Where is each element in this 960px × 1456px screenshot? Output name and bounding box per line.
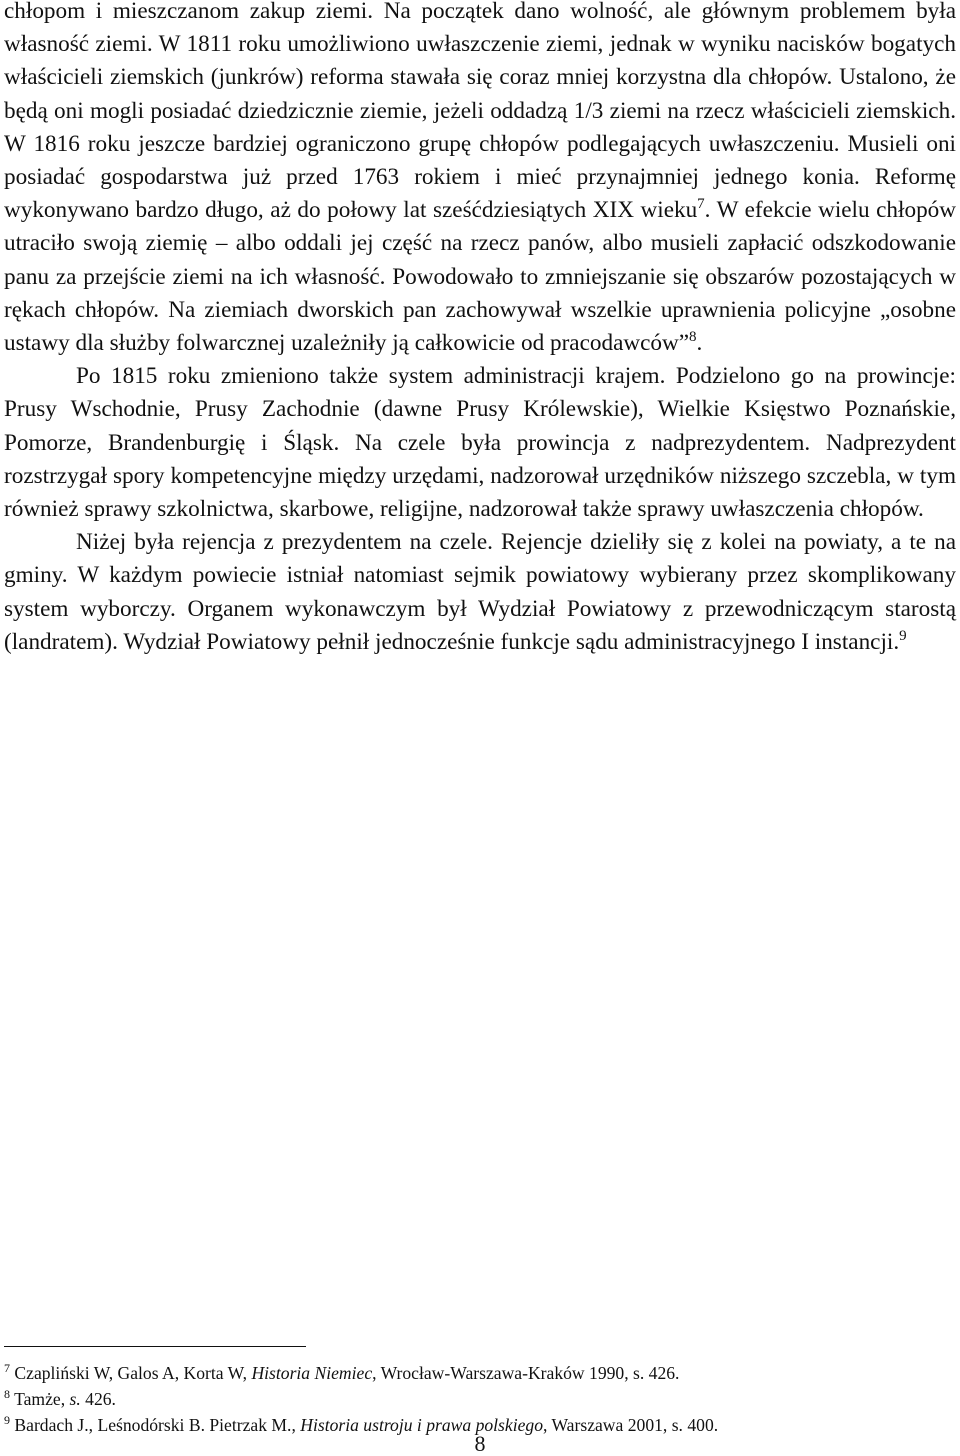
footnote-ref-7: 7 — [697, 196, 705, 213]
footnotes — [4, 1360, 956, 1438]
footnote-title: Historia Niemiec — [251, 1363, 373, 1383]
paragraph-text: Po 1815 roku zmieniono także system administracji krajem. Podzielono go na prowincje: Prusy Wschodnie, Prusy Zachodnie (dawne Prusy Królewskie), Wielkie Księstwo Poznańskie, Pomorze, Brandenburgię i Śląsk. Na czele była prowincja z nadprezydentem. Nadprezydent rozstrzygał spory kompetencyjne między urzędami, nadzorował urzędników niższego szczebla, w tym również sprawy szkolnictwa, skarbowe, religijne, nadzorował także sprawy uwłaszczenia chłopów. — [4, 363, 956, 523]
paragraph-text: . — [696, 330, 703, 357]
footnote-7 — [4, 1360, 956, 1386]
footnote-number: 7 — [4, 1361, 10, 1375]
footnote-title: s. — [69, 1389, 81, 1409]
footnote-number: 8 — [4, 1387, 10, 1401]
paragraph-uwlaszczenie — [4, 0, 956, 360]
paragraph-rejencja — [4, 526, 956, 659]
footnote-title: Historia ustroju i prawa polskiego — [300, 1415, 543, 1435]
paragraph-text: chłopom i mieszczanom zakup ziemi. Na początek dano wolność, ale głównym problemem była własność ziemi. W 1811 roku umożliwiono uwłaszczenie ziemi, jednak w wyniku nacisków bogatych właścicieli ziemskich (junkrów) reforma stawała się coraz mniej korzystna dla chłopów. Ustalono, że będą oni mogli posiadać dziedzicznie ziemie, jeżeli oddadzą 1/3 ziemi na rzecz właścicieli ziemskich. W 1816 roku jeszcze bardziej ograniczono grupę chłopów podlegających uwłaszczeniu. Musieli oni posiadać gospodarstwa już przed 1763 rokiem i mieć przynajmniej jednego konia. Reformę wykonywano bardzo długo, aż do połowy lat sześćdziesiątych XIX wieku — [4, 0, 956, 224]
footnote-text: , Wrocław-Warszawa-Kraków 1990, s. 426. — [372, 1363, 680, 1383]
footnote-separator — [4, 1346, 306, 1347]
footnote-text: , Warszawa 2001, s. 400. — [543, 1415, 719, 1435]
paragraph-text: Niżej była rejencja z prezydentem na czele. Rejencje dzieliły się z kolei na powiaty, a te na gminy. W każdym powiecie istniał natomiast sejmik powiatowy wybierany przez skomplikowany system wyborczy. Organem wykonawczym był Wydział Powiatowy z przewodniczącym starostą (landratem). Wydział Powiatowy pełnił jednocześnie funkcje sądu administracyjnego I instancji. — [4, 529, 956, 655]
document-page — [4, 0, 956, 1456]
paragraph-administracja — [4, 360, 956, 526]
footnote-8 — [4, 1386, 956, 1412]
footnote-text: Tamże, — [10, 1389, 70, 1409]
footnote-text: 426. — [80, 1389, 116, 1409]
body-text — [4, 0, 956, 659]
footnote-text: Bardach J., Leśnodórski B. Pietrzak M., — [10, 1415, 301, 1435]
paragraph-text: . W efekcie wielu chłopów utraciło swoją ziemię – albo oddali jej część na rzecz panów, albo musieli zapłacić odszkodowanie panu za przejście ziemi na ich własność. Powodowało to zmniejszanie się obszarów pozostających w rękach chłopów. Na ziemiach dworskich pan zachowywał wszelkie uprawnienia policyjne „osobne ustawy dla służby folwarcznej uzależniły ją całkowicie od pracodawców” — [4, 197, 956, 357]
footnote-ref-8: 8 — [689, 329, 697, 346]
footnote-number: 9 — [4, 1413, 10, 1427]
footnote-text: Czapliński W, Galos A, Korta W, — [10, 1363, 252, 1383]
page-number: 8 — [474, 1431, 486, 1456]
footnote-ref-9: 9 — [899, 627, 907, 644]
